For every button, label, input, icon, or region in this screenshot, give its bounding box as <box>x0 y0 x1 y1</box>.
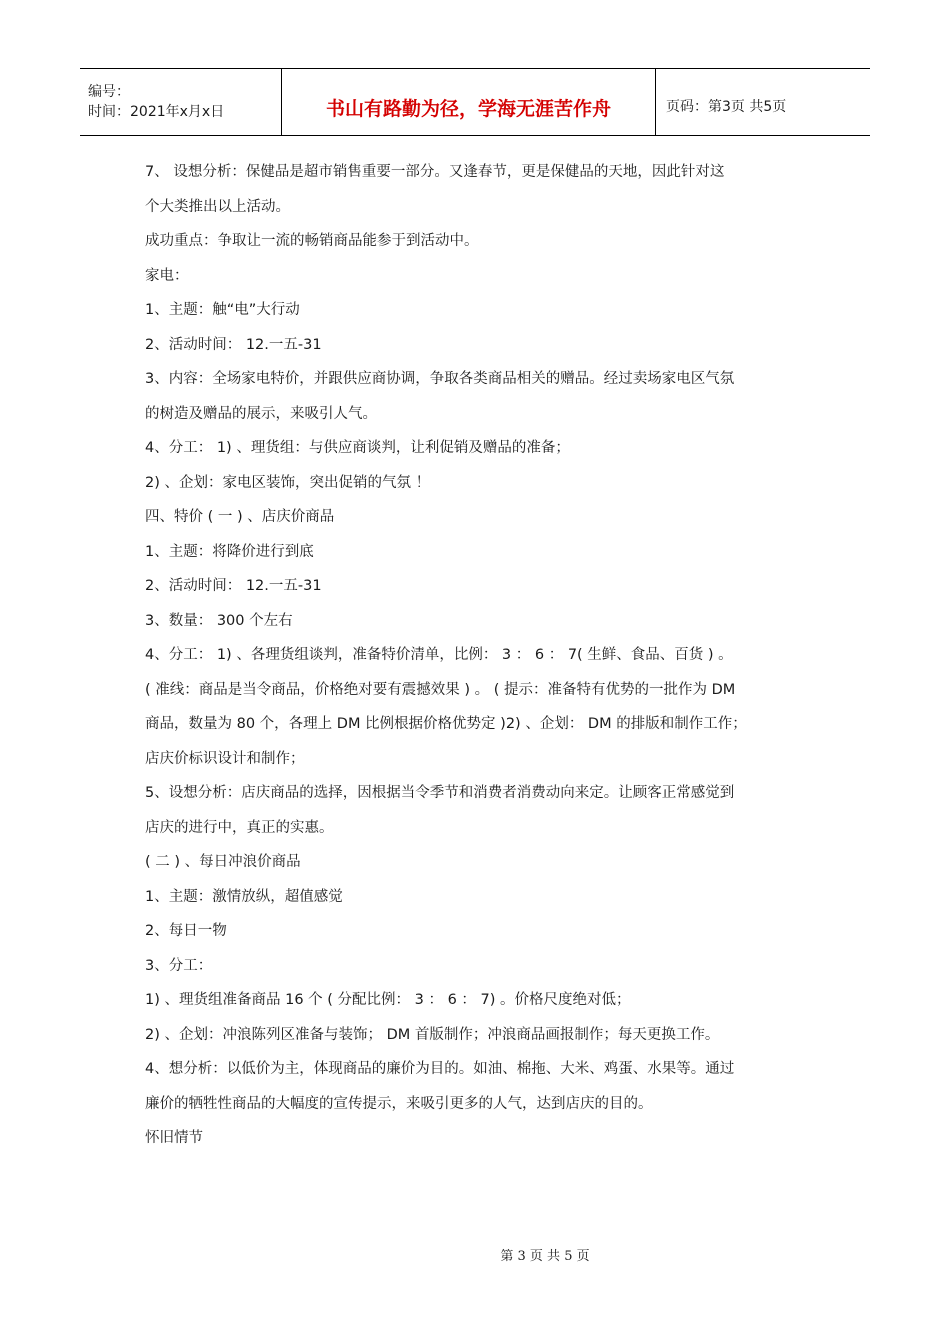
body-line: 家电： <box>145 267 189 284</box>
header-page-info <box>656 69 870 135</box>
body-line: 2、活动时间： 12.一五-31 <box>145 336 322 353</box>
body-line: 4、分工： 1) 、各理货组谈判，准备特价清单，比例： 3 ： 6 ： 7( 生鲜、食品、百货 ) 。 <box>145 647 733 663</box>
body-line: 的树造及赠品的展示，来吸引人气。 <box>145 405 377 422</box>
page-info-text: 页码：第3页 共5页 <box>666 99 787 115</box>
page-footer <box>0 1245 950 1264</box>
body-line: 5、设想分析：店庆商品的选择，因根据当令季节和消费者消费动向来定。让顾客正常感觉到 <box>145 785 735 801</box>
body-line: 店庆的进行中，真正的实惠。 <box>145 819 334 836</box>
body-line: 2、每日一物 <box>145 923 227 939</box>
header-meta <box>80 69 282 135</box>
body-line: 2) 、企划：冲浪陈列区准备与装饰； DM 首版制作；冲浪商品画报制作；每天更换工作。 <box>145 1026 720 1043</box>
body-line: 四、特价 ( 一 ) 、店庆价商品 <box>145 509 335 525</box>
body-line: 3、内容：全场家电特价，并跟供应商协调，争取各类商品相关的赠品。经过卖场家电区气氛 <box>145 371 735 387</box>
body-line: 店庆价标识设计和制作； <box>145 750 305 767</box>
page-header <box>80 68 870 136</box>
body-line: 7、 设想分析：保健品是超市销售重要一部分。又逢春节，更是保健品的天地，因此针对这 <box>145 164 725 180</box>
body-line: 2、活动时间： 12.一五-31 <box>145 578 322 594</box>
slogan-text: 书山有路勤为径，学海无涯苦作舟 <box>325 97 611 120</box>
body-line: 1、主题：激情放纵，超值感觉 <box>145 888 343 905</box>
footer-page-number: 第 3 页 共 5 页 <box>500 1249 590 1264</box>
body-line: 2) 、企划：家电区装饰，突出促销的气氛 ！ <box>145 474 431 491</box>
body-line: 商品，数量为 80 个，各理上 DM 比例根据价格优势定 )2) 、企划： DM 的排版和制作工作； <box>145 716 747 732</box>
header-slogan <box>282 69 656 135</box>
body-line: ( 二 ) 、每日冲浪价商品 <box>145 854 301 870</box>
body-line: 廉价的牺牲性商品的大幅度的宣传提示，来吸引更多的人气，达到店庆的目的。 <box>145 1095 653 1112</box>
body-line: 3、分工： <box>145 957 213 974</box>
document-body <box>145 155 815 1156</box>
body-line: 4、想分析：以低价为主，体现商品的廉价为目的。如油、棉拖、大米、鸡蛋、水果等。通过 <box>145 1061 735 1077</box>
body-line: 4、分工： 1) 、理货组：与供应商谈判，让利促销及赠品的准备； <box>145 440 570 456</box>
body-line: 怀旧情节 <box>145 1130 203 1146</box>
body-line: 1) 、理货组准备商品 16 个 ( 分配比例： 3 ： 6 ： 7) 。价格尺度绝对低； <box>145 992 631 1008</box>
body-line: 个大类推出以上活动。 <box>145 198 290 215</box>
body-line: 1、主题：触“电”大行动 <box>145 302 300 318</box>
body-line: 成功重点：争取让一流的畅销商品能参于到活动中。 <box>145 233 479 249</box>
body-line: ( 准线：商品是当令商品，价格绝对要有震撼效果 ) 。 ( 提示：准备特有优势的一批作为 DM <box>145 681 736 698</box>
document-date: 时间：2021年x月x日 <box>88 104 225 120</box>
body-line: 3、数量： 300 个左右 <box>145 612 293 629</box>
document-number-label: 编号： <box>88 84 130 100</box>
body-line: 1、主题：将降价进行到底 <box>145 543 314 560</box>
